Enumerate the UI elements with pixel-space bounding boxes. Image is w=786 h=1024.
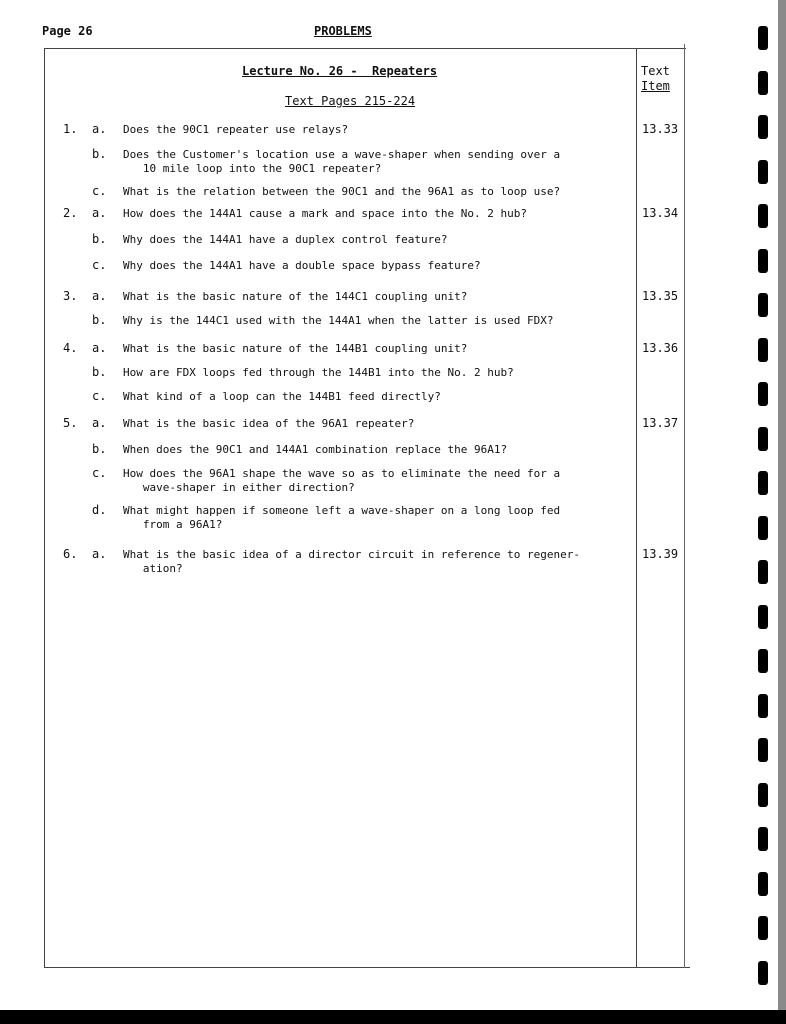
binding-hole xyxy=(758,249,768,273)
text-item-ref: 13.39 xyxy=(642,547,679,561)
question-text: Does the 90C1 repeater use relays? xyxy=(123,123,349,136)
question-letter: b. xyxy=(92,232,107,246)
question-letter: b. xyxy=(92,313,107,327)
frame-top-rule xyxy=(44,48,686,49)
question-text: What is the basic idea of the 96A1 repeater? xyxy=(123,417,415,430)
question-number: 2. xyxy=(63,206,78,220)
binding-hole xyxy=(758,783,768,807)
text-item-header-line2: Item xyxy=(641,79,670,93)
binding-hole xyxy=(758,204,768,228)
text-pages: Text Pages 215-224 xyxy=(285,94,416,108)
binding-hole xyxy=(758,694,768,718)
scan-bottom-edge xyxy=(0,1010,786,1024)
question-letter: a. xyxy=(92,341,107,355)
frame-right-rule xyxy=(684,44,685,968)
frame-left-rule xyxy=(44,48,45,968)
question-letter: a. xyxy=(92,206,107,220)
question-text: How does the 144A1 cause a mark and space into the No. 2 hub? xyxy=(123,207,527,220)
question-text: How does the 96A1 shape the wave so as to eliminate the need for a wave-shaper in either direction? xyxy=(123,467,561,494)
page-title: PROBLEMS xyxy=(314,24,372,38)
question-letter: b. xyxy=(92,365,107,379)
question-text: What kind of a loop can the 144B1 feed directly? xyxy=(123,390,441,403)
page-edge-shadow xyxy=(778,0,786,1024)
text-item-ref: 13.37 xyxy=(642,416,679,430)
binding-hole xyxy=(758,916,768,940)
question-number: 1. xyxy=(63,122,78,136)
question-text: When does the 90C1 and 144A1 combination replace the 96A1? xyxy=(123,443,508,456)
binding-hole xyxy=(758,738,768,762)
binding-hole xyxy=(758,293,768,317)
binding-hole xyxy=(758,71,768,95)
question-text: What might happen if someone left a wave-shaper on a long loop fed from a 96A1? xyxy=(123,504,561,531)
question-text: What is the basic nature of the 144B1 coupling unit? xyxy=(123,342,468,355)
binding-hole xyxy=(758,382,768,406)
question-letter: c. xyxy=(92,389,107,403)
binding-hole xyxy=(758,827,768,851)
lecture-title: Lecture No. 26 - Repeaters xyxy=(242,64,438,78)
question-letter: c. xyxy=(92,184,107,198)
binding-hole xyxy=(758,338,768,362)
question-letter: b. xyxy=(92,147,107,161)
question-text: What is the relation between the 90C1 and the 96A1 as to loop use? xyxy=(123,185,561,198)
text-item-header-line1: Text xyxy=(641,64,670,78)
question-text: What is the basic nature of the 144C1 coupling unit? xyxy=(123,290,468,303)
question-letter: a. xyxy=(92,122,107,136)
text-item-ref: 13.36 xyxy=(642,341,679,355)
binding-hole xyxy=(758,560,768,584)
question-text: How are FDX loops fed through the 144B1 into the No. 2 hub? xyxy=(123,366,514,379)
binding-hole xyxy=(758,872,768,896)
question-number: 6. xyxy=(63,547,78,561)
question-letter: a. xyxy=(92,289,107,303)
binding-hole xyxy=(758,516,768,540)
question-number: 4. xyxy=(63,341,78,355)
question-letter: a. xyxy=(92,547,107,561)
question-text: Why does the 144A1 have a double space bypass feature? xyxy=(123,259,481,272)
frame-bottom-rule xyxy=(44,967,690,968)
question-text: Why does the 144A1 have a duplex control feature? xyxy=(123,233,448,246)
text-item-ref: 13.33 xyxy=(642,122,679,136)
question-letter: c. xyxy=(92,466,107,480)
binding-hole xyxy=(758,115,768,139)
text-item-ref: 13.34 xyxy=(642,206,679,220)
binding-hole xyxy=(758,160,768,184)
question-letter: c. xyxy=(92,258,107,272)
question-letter: b. xyxy=(92,442,107,456)
text-item-header xyxy=(641,64,670,94)
question-letter: d. xyxy=(92,503,107,517)
binding-hole xyxy=(758,427,768,451)
text-item-ref: 13.35 xyxy=(642,289,679,303)
binding-hole xyxy=(758,605,768,629)
binding-hole xyxy=(758,961,768,985)
question-text: Why is the 144C1 used with the 144A1 when the latter is used FDX? xyxy=(123,314,554,327)
question-letter: a. xyxy=(92,416,107,430)
question-number: 3. xyxy=(63,289,78,303)
page-number: Page 26 xyxy=(42,24,93,38)
binding-hole xyxy=(758,649,768,673)
binding-hole xyxy=(758,26,768,50)
question-number: 5. xyxy=(63,416,78,430)
binding-hole xyxy=(758,471,768,495)
question-text: What is the basic idea of a director circuit in reference to regener- ation? xyxy=(123,548,580,575)
question-text: Does the Customer's location use a wave-shaper when sending over a 10 mile loop into the 90C1 repeater? xyxy=(123,148,561,175)
